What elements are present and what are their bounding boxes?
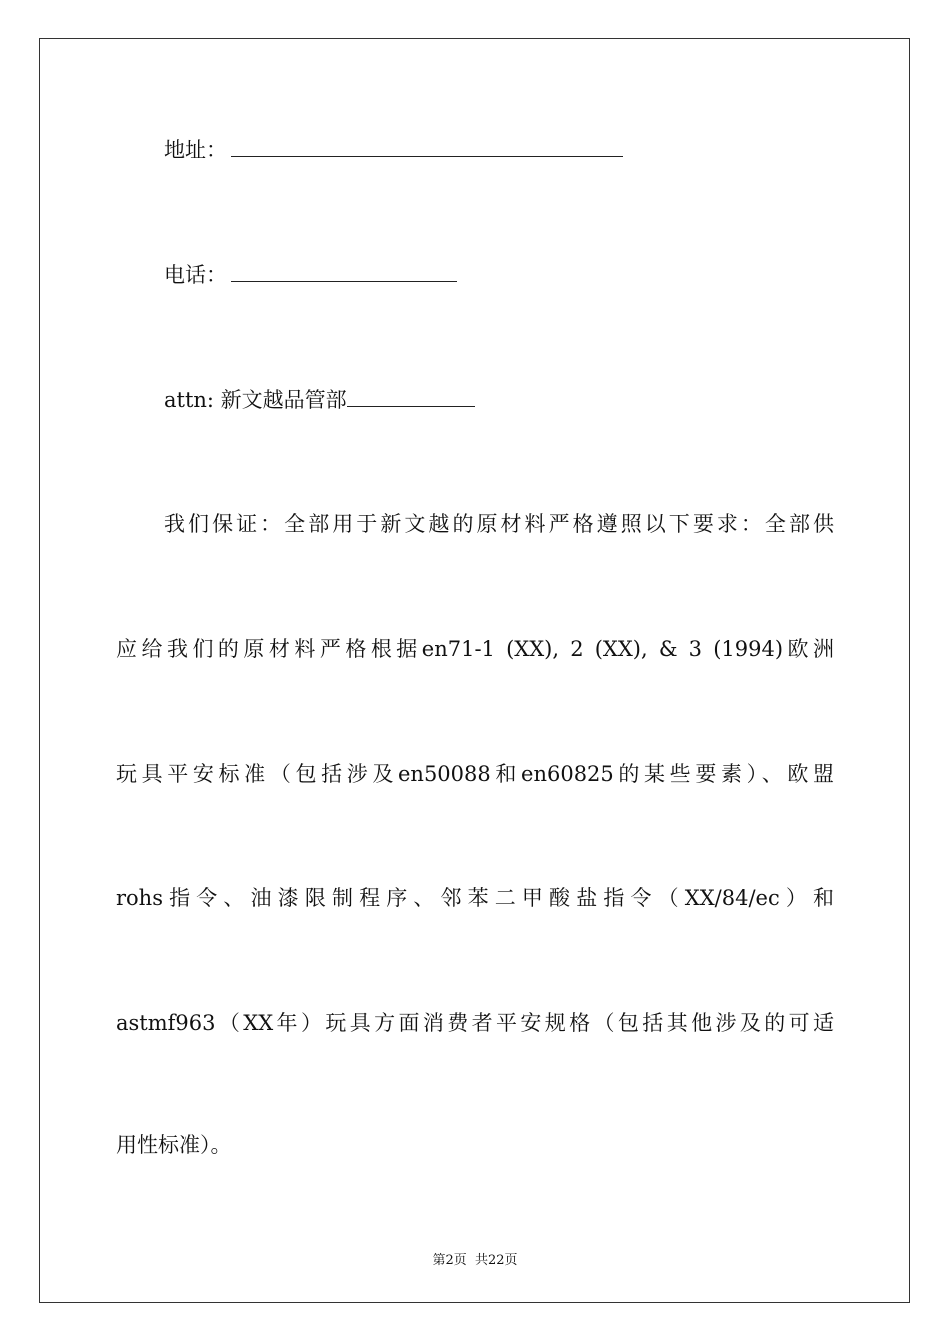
page-number: 第2页 [432, 1253, 467, 1268]
paragraph-line: astmf963（XX年）玩具方面消费者平安规格（包括其他涉及的可适 [116, 1011, 834, 1035]
address-blank[interactable] [231, 138, 623, 157]
phone-blank[interactable] [231, 263, 457, 282]
address-field [164, 137, 623, 163]
paragraph-line: 玩具平安标准（包括涉及en50088和en60825的某些要素）、欧盟 [116, 762, 834, 786]
phone-label: 电话： [164, 263, 227, 287]
attn-label: attn: 新文越品管部 [164, 388, 347, 412]
phone-field [164, 262, 457, 288]
attn-field [164, 387, 475, 413]
paragraph-line: 用性标准）。 [116, 1133, 232, 1157]
attn-blank[interactable] [347, 388, 475, 407]
paragraph-line: 我们保证：全部用于新文越的原材料严格遵照以下要求：全部供 [164, 512, 834, 536]
address-label: 地址： [164, 138, 227, 162]
page-footer [0, 1249, 950, 1268]
paragraph-line: 应给我们的原材料严格根据en71-1 (XX), 2 (XX), & 3 (1994)欧洲 [116, 637, 834, 661]
total-pages: 共22页 [474, 1253, 518, 1268]
page-border [39, 38, 910, 1303]
paragraph-line: rohs指令、油漆限制程序、邻苯二甲酸盐指令（XX/84/ec）和 [116, 886, 834, 910]
